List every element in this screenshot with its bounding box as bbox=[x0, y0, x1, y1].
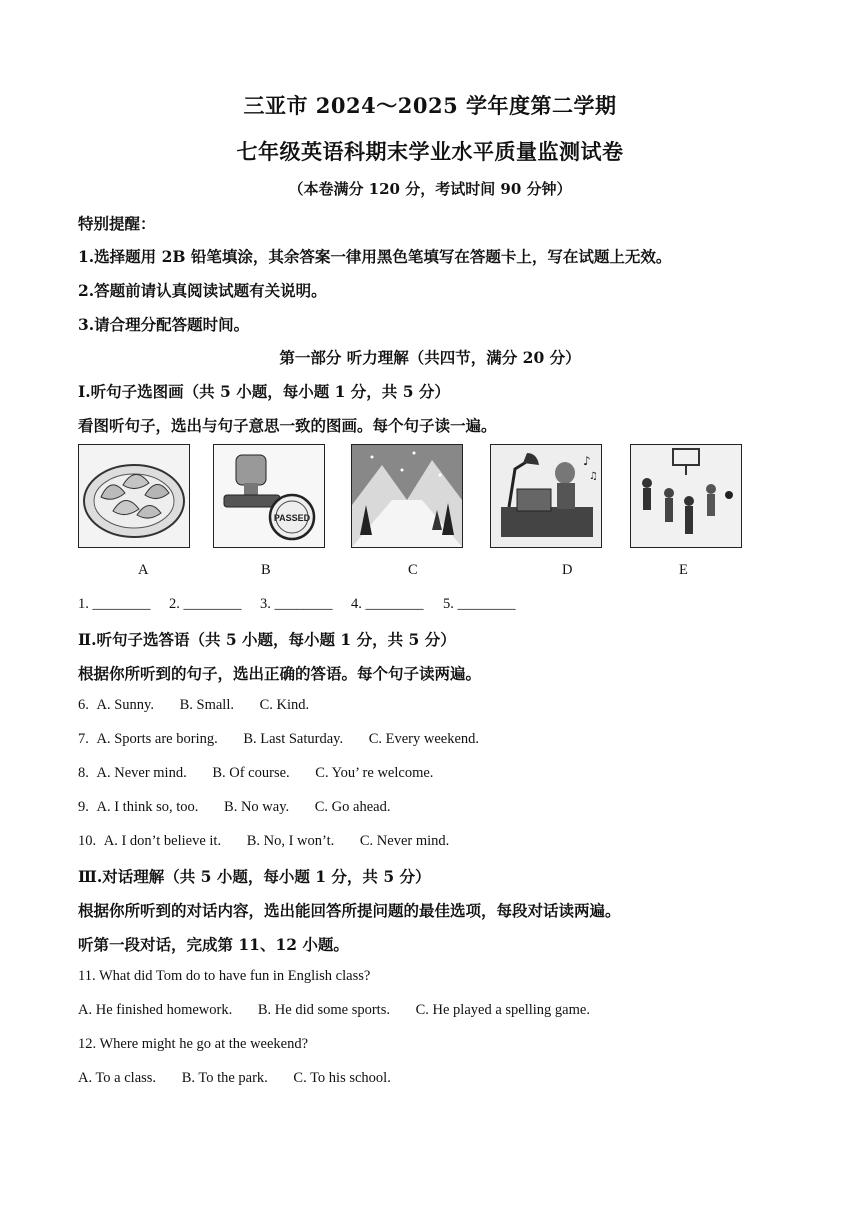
basketball-players-icon bbox=[630, 444, 742, 548]
option: B. He did some sports. bbox=[257, 1002, 390, 1018]
answer-blank[interactable]: 4. ________ bbox=[351, 596, 424, 612]
svg-text:♪: ♪ bbox=[583, 454, 591, 468]
question-9 bbox=[78, 799, 390, 816]
option: B. No way. bbox=[224, 799, 290, 815]
option: A. Sunny. bbox=[96, 697, 154, 713]
reminder-heading: 特别提醒： bbox=[78, 214, 156, 233]
question-11-text: 11. What did Tom do to have fun in English class? bbox=[78, 968, 371, 984]
section3-title: Ⅲ.对话理解（共 5 小题，每小题 1 分，共 5 分） bbox=[78, 867, 431, 886]
picture-row bbox=[78, 444, 746, 550]
option: A. I think so, too. bbox=[96, 799, 199, 815]
picture-label-b: B bbox=[261, 562, 271, 578]
section1-instruction: 看图听句子，选出与句子意思一致的图画。每个句子读一遍。 bbox=[78, 416, 497, 435]
option: A. Sports are boring. bbox=[96, 731, 218, 747]
section3-subheading: 听第一段对话，完成第 11、12 小题。 bbox=[78, 935, 349, 954]
question-6 bbox=[78, 697, 309, 714]
option: A. I don’t believe it. bbox=[103, 833, 222, 849]
option: B. No, I won’t. bbox=[246, 833, 335, 849]
section3-instruction: 根据你所听到的对话内容，选出能回答所提问题的最佳选项，每段对话读两遍。 bbox=[78, 901, 621, 920]
option: B. To the park. bbox=[181, 1070, 268, 1086]
question-number: 10. bbox=[78, 833, 97, 849]
question-number: 6. bbox=[78, 697, 89, 713]
section2-instruction: 根据你所听到的句子，选出正确的答语。每个句子读两遍。 bbox=[78, 664, 482, 683]
answer-blank[interactable]: 5. ________ bbox=[443, 596, 516, 612]
question-11-options bbox=[78, 1002, 590, 1019]
reminder-item: 3.请合理分配答题时间。 bbox=[78, 315, 250, 334]
option: C. Never mind. bbox=[359, 833, 450, 849]
question-10 bbox=[78, 833, 449, 850]
option: B. Small. bbox=[179, 697, 234, 713]
section2-title: Ⅱ.听句子选答语（共 5 小题，每小题 1 分，共 5 分） bbox=[78, 630, 456, 649]
exam-title-line2: 七年级英语科期末学业水平质量监测试卷 bbox=[236, 139, 624, 164]
option: C. Go ahead. bbox=[314, 799, 391, 815]
exam-note: （本卷满分 120 分，考试时间 90 分钟） bbox=[288, 180, 572, 198]
part1-title: 第一部分 听力理解（共四节，满分 20 分） bbox=[279, 348, 581, 367]
option: A. He finished homework. bbox=[78, 1002, 233, 1018]
question-number: 9. bbox=[78, 799, 89, 815]
answer-blanks-row bbox=[78, 596, 516, 613]
picture-label-a: A bbox=[138, 562, 149, 578]
exam-title-line1: 三亚市 2024～2025 学年度第二学期 bbox=[243, 93, 617, 118]
picture-label-d: D bbox=[562, 562, 573, 578]
answer-blank[interactable]: 2. ________ bbox=[169, 596, 242, 612]
answer-blank[interactable]: 1. ________ bbox=[78, 596, 151, 612]
question-number: 7. bbox=[78, 731, 89, 747]
option: C. You’ re welcome. bbox=[315, 765, 434, 781]
option: C. To his school. bbox=[293, 1070, 391, 1086]
svg-text:PASSED: PASSED bbox=[273, 513, 311, 523]
dumplings-plate-icon bbox=[78, 444, 190, 548]
section1-title: Ⅰ.听句子选图画（共 5 小题，每小题 1 分，共 5 分） bbox=[78, 382, 450, 401]
desk-lamp-music-icon bbox=[490, 444, 602, 548]
option: A. Never mind. bbox=[96, 765, 187, 781]
option: C. Kind. bbox=[259, 697, 310, 713]
question-12-options bbox=[78, 1070, 391, 1087]
reminder-item: 2.答题前请认真阅读试题有关说明。 bbox=[78, 281, 327, 300]
question-7 bbox=[78, 731, 479, 748]
question-number: 8. bbox=[78, 765, 89, 781]
svg-text:♫: ♫ bbox=[589, 471, 598, 482]
option: C. He played a spelling game. bbox=[415, 1002, 590, 1018]
option: B. Last Saturday. bbox=[243, 731, 344, 747]
question-12-text: 12. Where might he go at the weekend? bbox=[78, 1036, 309, 1052]
option: C. Every weekend. bbox=[368, 731, 480, 747]
picture-label-e: E bbox=[679, 562, 688, 578]
passed-stamp-icon bbox=[213, 444, 325, 548]
snowy-mountain-icon bbox=[351, 444, 463, 548]
option: B. Of course. bbox=[212, 765, 290, 781]
question-8 bbox=[78, 765, 433, 782]
picture-label-c: C bbox=[408, 562, 418, 578]
reminder-item: 1.选择题用 2B 铅笔填涂，其余答案一律用黑色笔填写在答题卡上，写在试题上无效。 bbox=[78, 247, 672, 266]
answer-blank[interactable]: 3. ________ bbox=[260, 596, 333, 612]
option: A. To a class. bbox=[78, 1070, 157, 1086]
